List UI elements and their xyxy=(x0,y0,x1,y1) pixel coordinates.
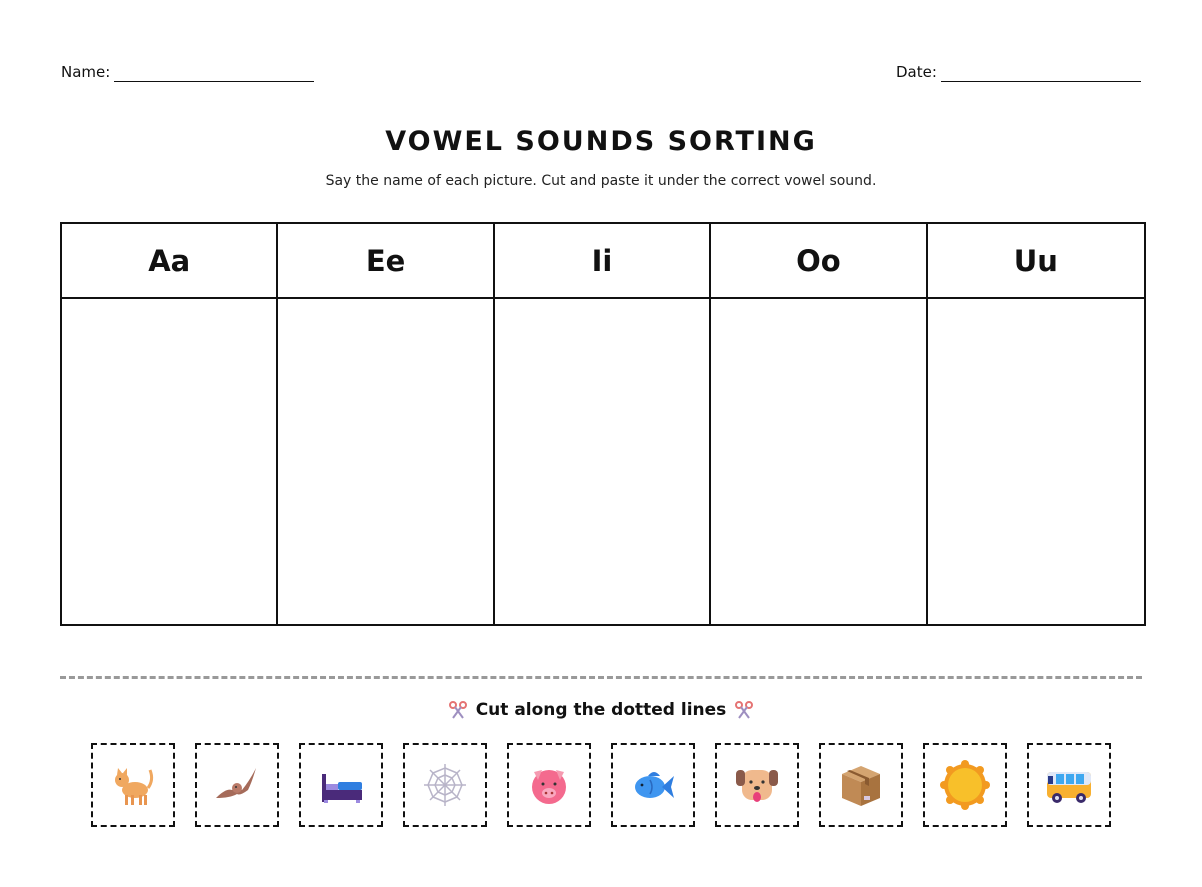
instructions: Say the name of each picture. Cut and paste it under the correct vowel sound. xyxy=(325,173,877,189)
card-cat[interactable] xyxy=(91,743,175,827)
card-bus[interactable] xyxy=(1027,743,1111,827)
cut-divider xyxy=(60,676,1142,679)
column-header-e: Ee xyxy=(278,224,494,299)
card-web[interactable] xyxy=(403,743,487,827)
column-header-a: Aa xyxy=(62,224,278,299)
column-header-i: Ii xyxy=(495,224,711,299)
column-header-o: Oo xyxy=(711,224,927,299)
scissors-icon xyxy=(448,700,468,720)
fish-icon xyxy=(628,760,678,810)
sun-icon xyxy=(940,760,990,810)
drop-zone-i[interactable] xyxy=(495,299,711,624)
bed-icon xyxy=(316,760,366,810)
cut-caption xyxy=(0,700,1202,720)
name-line[interactable] xyxy=(114,66,314,82)
date-line[interactable] xyxy=(941,66,1141,82)
page-title: VOWEL SOUNDS SORTING xyxy=(385,126,817,157)
name-label: Name: xyxy=(61,63,111,81)
date-field[interactable] xyxy=(896,62,1141,82)
card-bed[interactable] xyxy=(299,743,383,827)
card-sun[interactable] xyxy=(923,743,1007,827)
name-field[interactable] xyxy=(61,62,314,82)
scissors-icon xyxy=(734,700,754,720)
cut-caption-text: Cut along the dotted lines xyxy=(475,700,727,720)
card-box[interactable] xyxy=(819,743,903,827)
spider-web-icon xyxy=(420,760,470,810)
card-fish[interactable] xyxy=(611,743,695,827)
drop-zone-e[interactable] xyxy=(278,299,494,624)
date-label: Date: xyxy=(896,63,937,81)
drop-zone-a[interactable] xyxy=(62,299,278,624)
dog-icon xyxy=(732,760,782,810)
column-header-u: Uu xyxy=(928,224,1144,299)
vowel-sorting-table xyxy=(60,222,1146,626)
pig-icon xyxy=(524,760,574,810)
bat-icon xyxy=(212,760,262,810)
bus-icon xyxy=(1044,760,1094,810)
card-bat[interactable] xyxy=(195,743,279,827)
card-dog[interactable] xyxy=(715,743,799,827)
drop-zone-o[interactable] xyxy=(711,299,927,624)
drop-zone-u[interactable] xyxy=(928,299,1144,624)
box-icon xyxy=(836,760,886,810)
card-pig[interactable] xyxy=(507,743,591,827)
cat-icon xyxy=(108,760,158,810)
picture-cards xyxy=(91,743,1111,827)
